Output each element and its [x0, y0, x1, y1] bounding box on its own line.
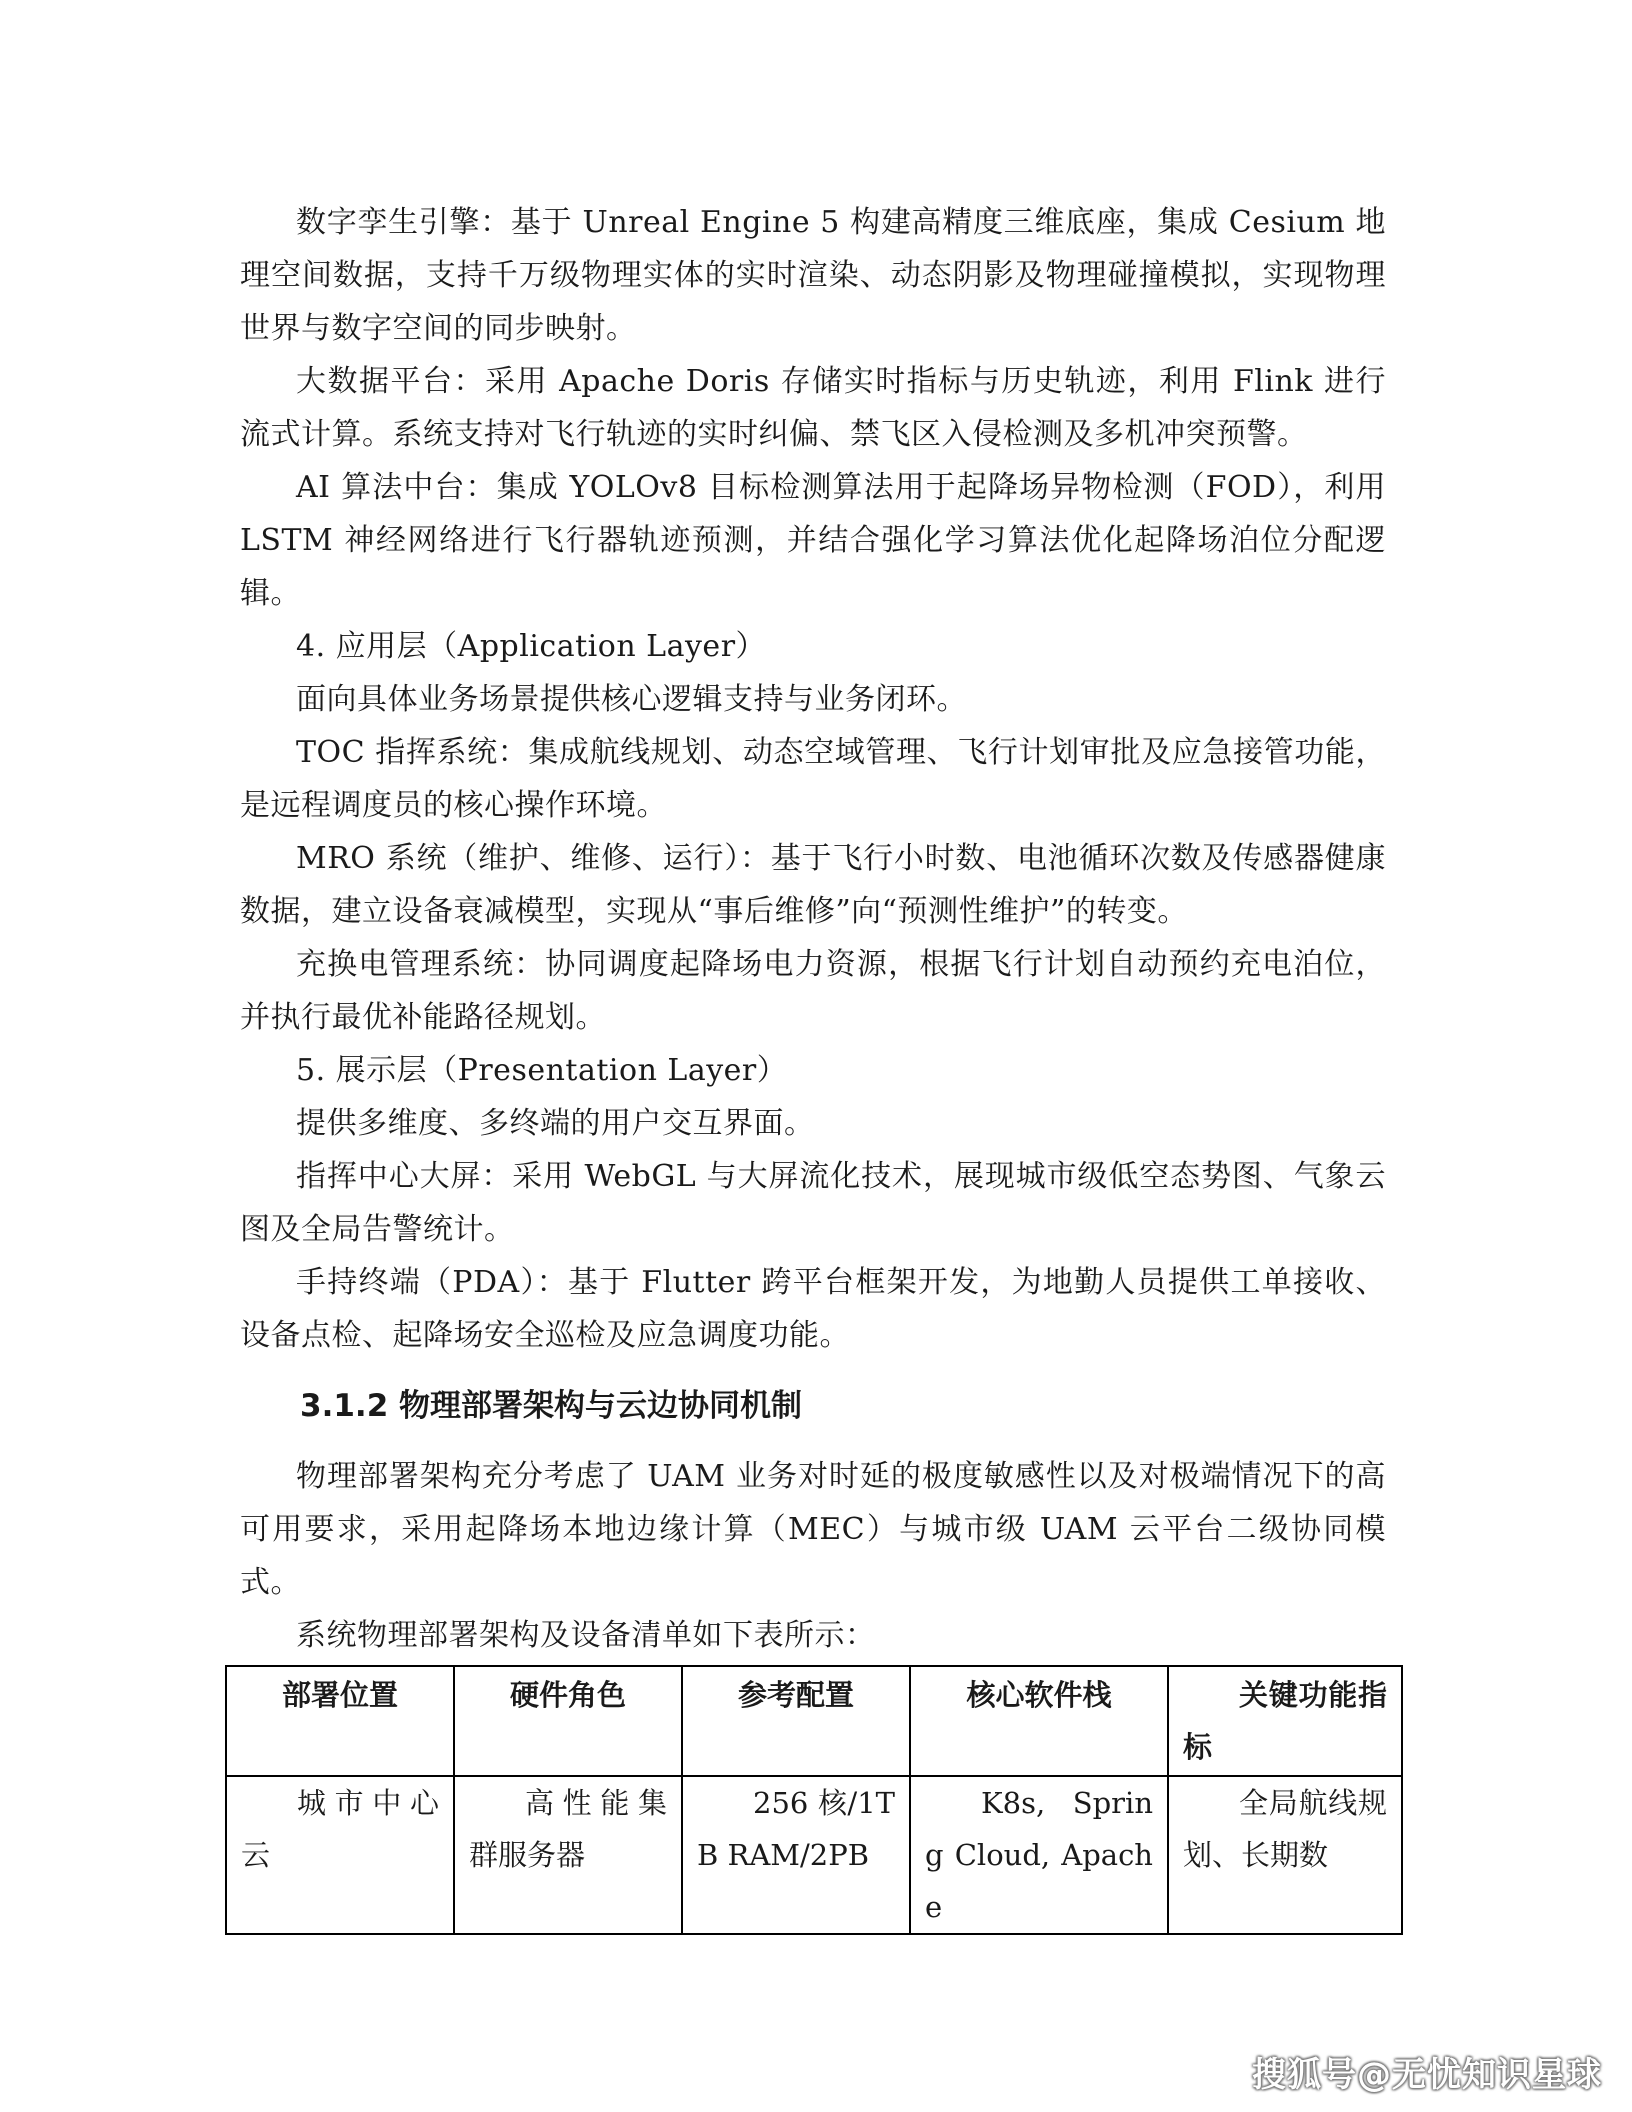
table-cell-hardware-role: 高性能集群服务器: [454, 1776, 682, 1934]
table-row: [226, 1776, 1402, 1934]
table-cell-key-metrics: 全局航线规划、长期数: [1168, 1776, 1402, 1934]
paragraph-handheld-terminal: 手持终端（PDA）：基于 Flutter 跨平台框架开发，为地勤人员提供工单接收、设备点检、起降场安全巡检及应急调度功能。: [240, 1265, 1386, 1353]
table-header-reference-config: 参考配置: [682, 1666, 910, 1776]
table-header-hardware-role: 硬件角色: [454, 1666, 682, 1776]
table-cell-software-stack: K8s, Spring Cloud, Apache: [910, 1776, 1168, 1934]
paragraph-deployment-intro: 物理部署架构充分考虑了 UAM 业务对时延的极度敏感性以及对极端情况下的高可用要求，采用起降场本地边缘计算（MEC）与城市级 UAM 云平台二级协同模式。: [240, 1459, 1386, 1600]
paragraph-ai-platform: AI 算法中台：集成 YOLOv8 目标检测算法用于起降场异物检测（FOD），利用 LSTM 神经网络进行飞行器轨迹预测，并结合强化学习算法优化起降场泊位分配逻辑。: [240, 470, 1386, 611]
paragraph-command-screen: 指挥中心大屏：采用 WebGL 与大屏流化技术，展现城市级低空态势图、气象云图及全局告警统计。: [240, 1159, 1386, 1247]
paragraph-toc-system: TOC 指挥系统：集成航线规划、动态空域管理、飞行计划审批及应急接管功能，是远程调度员的核心操作环境。: [240, 735, 1386, 823]
paragraph-charging-system: 充换电管理系统：协同调度起降场电力资源，根据飞行计划自动预约充电泊位，并执行最优补能路径规划。: [240, 947, 1386, 1035]
table-header-location: 部署位置: [226, 1666, 454, 1776]
deployment-table: [225, 1665, 1403, 1935]
table-cell-location: 城市中心云: [226, 1776, 454, 1934]
paragraph-big-data: 大数据平台：采用 Apache Doris 存储实时指标与历史轨迹，利用 Flink 进行流式计算。系统支持对飞行轨迹的实时纠偏、禁飞区入侵检测及多机冲突预警。: [240, 364, 1386, 452]
table-header-row: [226, 1666, 1402, 1776]
section-heading: 3.1.2 物理部署架构与云边协同机制: [300, 1388, 803, 1424]
table-header-key-metrics: 关键功能指标: [1168, 1666, 1402, 1776]
document-body: [240, 196, 1386, 1662]
table-cell-reference-config: 256 核/1TB RAM/2PB: [682, 1776, 910, 1934]
watermark: 搜狐号@无忧知识星球: [1252, 2055, 1602, 2095]
paragraph-application-layer-title: 4. 应用层（Application Layer）: [296, 629, 767, 664]
paragraph-presentation-layer-title: 5. 展示层（Presentation Layer）: [296, 1053, 788, 1088]
paragraph-application-layer-intro: 面向具体业务场景提供核心逻辑支持与业务闭环。: [296, 682, 967, 717]
paragraph-digital-twin: 数字孪生引擎：基于 Unreal Engine 5 构建高精度三维底座，集成 Cesium 地理空间数据，支持千万级物理实体的实时渲染、动态阴影及物理碰撞模拟，实现物理世界与数字空间的同步映射。: [240, 205, 1386, 346]
paragraph-mro-system: MRO 系统（维护、维修、运行）：基于飞行小时数、电池循环次数及传感器健康数据，建立设备衰减模型，实现从“事后维修”向“预测性维护”的转变。: [240, 841, 1386, 929]
paragraph-presentation-layer-intro: 提供多维度、多终端的用户交互界面。: [296, 1106, 815, 1141]
paragraph-table-caption: 系统物理部署架构及设备清单如下表所示：: [296, 1618, 876, 1653]
table-header-software-stack: 核心软件栈: [910, 1666, 1168, 1776]
